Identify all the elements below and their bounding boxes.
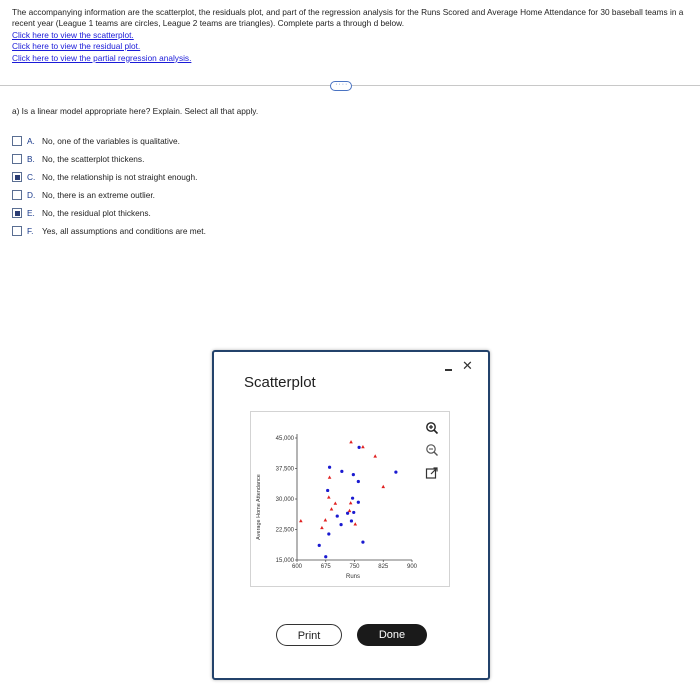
x-tick-label: 825 [378, 564, 389, 570]
x-tick-label: 675 [320, 564, 331, 570]
scatterplot-link[interactable]: Click here to view the scatterplot. [12, 29, 134, 40]
minimize-button[interactable] [444, 364, 454, 374]
league1-point [357, 501, 360, 504]
zoom-in-icon[interactable] [425, 421, 439, 435]
league2-point [349, 501, 353, 504]
league1-point [361, 541, 364, 544]
league1-point [352, 473, 355, 476]
option-a-text: No, one of the variables is qualitative. [42, 136, 180, 146]
option-e-letter: E. [27, 208, 35, 218]
league2-point [327, 495, 331, 498]
league2-point [324, 518, 328, 521]
x-tick-label: 750 [349, 564, 360, 570]
option-c-text: No, the relationship is not straight enough. [42, 172, 198, 182]
option-d-text: No, there is an extreme outlier. [42, 190, 155, 200]
league1-point [357, 480, 360, 483]
option-d[interactable] [12, 186, 206, 204]
question-text: a) Is a linear model appropriate here? Explain. Select all that apply. [12, 106, 259, 116]
league2-point [320, 526, 324, 529]
option-f-letter: F. [27, 226, 34, 236]
x-axis-label: Runs [345, 574, 361, 580]
zoom-out-icon[interactable] [425, 443, 439, 457]
scatterplot-dialog [212, 350, 490, 680]
y-tick-label: 30,000 [275, 497, 294, 503]
done-button[interactable]: Done [357, 624, 427, 646]
league2-point [348, 509, 352, 512]
league2-point [349, 440, 353, 443]
expand-button[interactable]: · · · · [330, 81, 352, 91]
league2-point [330, 507, 334, 510]
league1-point [351, 497, 354, 500]
option-c-checkbox[interactable] [12, 172, 22, 182]
league1-point [340, 470, 343, 473]
option-c-letter: C. [27, 172, 36, 182]
league1-point [394, 471, 397, 474]
chart-axes [276, 434, 418, 570]
option-f-checkbox[interactable] [12, 226, 22, 236]
option-f[interactable] [12, 222, 206, 240]
x-tick-label: 900 [406, 564, 418, 570]
league2-point [299, 519, 303, 522]
answer-options [12, 132, 206, 240]
option-d-letter: D. [27, 190, 36, 200]
close-button[interactable]: ✕ [462, 358, 473, 373]
league2-point [373, 454, 377, 457]
league2-point [381, 485, 385, 488]
league1-point [327, 532, 330, 535]
league1-point [352, 511, 355, 514]
league1-point [350, 519, 353, 522]
league1-point [358, 446, 361, 449]
league1-point [326, 489, 329, 492]
league1-point [318, 544, 321, 547]
option-e[interactable] [12, 204, 206, 222]
option-b-checkbox[interactable] [12, 154, 22, 164]
y-axis-label: Average Home Attendance [256, 474, 262, 540]
option-e-checkbox[interactable] [12, 208, 22, 218]
option-e-text: No, the residual plot thickens. [42, 208, 151, 218]
league1-point [324, 555, 327, 558]
intro-section [12, 7, 692, 64]
option-f-text: Yes, all assumptions and conditions are met. [42, 226, 206, 236]
scatterplot-chart [251, 412, 449, 586]
intro-text: The accompanying information are the scatterplot, the residuals plot, and part of the regression analysis for the Runs Scored and Average Home Attendance for 30 baseball teams in a recent year (League 1 teams are circles, League 2 teams are triangles). Complete parts a through d below. [12, 7, 684, 29]
option-b-letter: B. [27, 154, 35, 164]
x-tick-label: 600 [291, 564, 303, 570]
y-tick-label: 37,500 [275, 466, 294, 473]
option-a-checkbox[interactable] [12, 136, 22, 146]
option-d-checkbox[interactable] [12, 190, 22, 200]
y-tick-label: 45,000 [275, 436, 294, 442]
option-b[interactable] [12, 150, 206, 168]
chart-marks [299, 440, 397, 558]
league1-point [328, 466, 331, 469]
y-tick-label: 15,000 [275, 558, 294, 564]
league2-point [361, 445, 365, 448]
option-c[interactable] [12, 168, 206, 186]
residual-plot-link[interactable]: Click here to view the residual plot. [12, 41, 141, 52]
league1-point [346, 512, 349, 515]
option-b-text: No, the scatterplot thickens. [42, 154, 145, 164]
regression-analysis-link[interactable]: Click here to view the partial regression analysis. [12, 52, 192, 63]
dialog-title: Scatterplot [244, 374, 316, 391]
print-button[interactable]: Print [276, 624, 342, 646]
league1-point [336, 514, 339, 517]
y-tick-label: 22,500 [275, 527, 294, 534]
option-a[interactable] [12, 132, 206, 150]
league2-point [328, 475, 332, 478]
league2-point [334, 501, 338, 504]
league1-point [339, 523, 342, 526]
option-a-letter: A. [27, 136, 35, 146]
open-new-window-icon[interactable] [425, 466, 439, 480]
plot-frame [250, 411, 450, 587]
league2-point [353, 522, 357, 525]
